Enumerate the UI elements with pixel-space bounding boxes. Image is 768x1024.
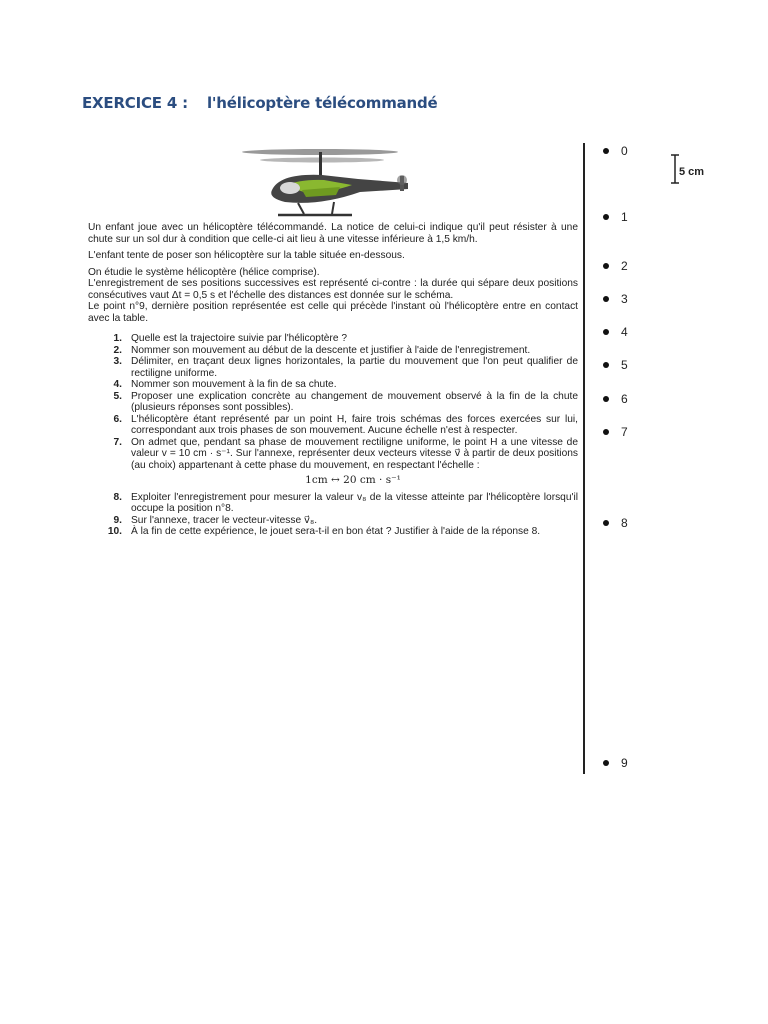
helicopter-icon	[240, 140, 440, 222]
question-item	[88, 492, 578, 515]
question-item	[88, 379, 578, 391]
question-number: 1.	[113, 333, 122, 344]
exercise-number: EXERCICE 4 :	[82, 94, 188, 112]
position-dot	[603, 329, 609, 335]
question-text: Quelle est la trajectoire suivie par l'hélicoptère ?	[131, 333, 347, 344]
position-point	[603, 292, 628, 306]
position-label: 7	[621, 425, 628, 439]
exercise-text	[88, 222, 578, 538]
position-label: 3	[621, 292, 628, 306]
question-number: 9.	[113, 514, 122, 526]
position-dot	[603, 214, 609, 220]
question-number: 3.	[113, 356, 122, 367]
position-dot	[603, 296, 609, 302]
question-number: 7.	[113, 436, 122, 448]
intro-paragraph: Le point n°9, dernière position représentée est celle qui précède l'instant où l'hélicoptère entre en contact avec la table.	[88, 301, 578, 324]
intro-paragraph: Un enfant joue avec un hélicoptère télécommandé. La notice de celui-ci indique qu'il peut résister à une chute sur un sol dur à condition que celle-ci ait lieu à une vitesse inférieure à 1,5 km/h.	[88, 222, 578, 245]
question-list	[88, 333, 578, 538]
question-text: Nommer son mouvement au début de la descente et justifier à l'aide de l'enregistrement.	[131, 344, 531, 356]
question-item	[88, 437, 578, 472]
position-point	[603, 516, 628, 530]
position-dot	[603, 429, 609, 435]
question-text: On admet que, pendant sa phase de mouvement rectiligne uniforme, le point H a une vitesse de valeur v = 10 cm · s⁻¹. Sur l'annexe, représenter deux vecteurs vitesse v⃗ à partir de deux positions (au choix) appartenant à cette phase du mouvement, en respectant l'échelle :	[131, 436, 578, 471]
question-number: 10.	[107, 526, 122, 537]
formula-text: 1cm ↔ 20 cm · s⁻¹	[305, 474, 401, 486]
question-number: 4.	[113, 379, 122, 390]
question-item	[88, 526, 578, 538]
question-item	[88, 333, 578, 345]
position-label: 8	[621, 516, 628, 530]
question-item	[88, 391, 578, 414]
exercise-title	[82, 94, 438, 112]
position-point	[603, 144, 628, 158]
intro-paragraph: L'enfant tente de poser son hélicoptère sur la table située en-dessous.	[88, 250, 405, 261]
position-dot	[603, 396, 609, 402]
scale-formula	[88, 475, 578, 487]
position-label: 0	[621, 144, 628, 158]
question-item	[88, 414, 578, 437]
position-dot	[603, 148, 609, 154]
position-point	[603, 425, 628, 439]
scale-label: 5 cm	[679, 166, 705, 178]
position-label: 6	[621, 392, 628, 406]
position-point	[603, 756, 628, 770]
position-point	[603, 259, 628, 273]
recording-axis	[583, 143, 585, 774]
position-point	[603, 210, 628, 224]
position-label: 9	[621, 756, 628, 770]
position-dot	[603, 520, 609, 526]
position-label: 4	[621, 325, 628, 339]
question-number: 2.	[113, 344, 122, 356]
intro-paragraph: L'enregistrement de ses positions successives est représenté ci-contre : la durée qui sépare deux positions consécutives vaut Δt = 0,5 s et l'échelle des distances est donnée sur le schéma.	[88, 278, 578, 301]
question-number: 8.	[113, 491, 122, 503]
position-label: 5	[621, 358, 628, 372]
question-text: Exploiter l'enregistrement pour mesurer la valeur v₈ de la vitesse atteinte par l'hélicoptère lorsqu'il occupe la position n°8.	[131, 491, 578, 514]
question-number: 5.	[113, 390, 122, 402]
position-dot	[603, 263, 609, 269]
position-label: 2	[621, 259, 628, 273]
question-text: À la fin de cette expérience, le jouet sera-t-il en bon état ? Justifier à l'aide de la réponse 8.	[131, 526, 541, 537]
position-dot	[603, 362, 609, 368]
question-text: Délimiter, en traçant deux lignes horizontales, la partie du mouvement que l'on peut qualifier de rectiligne uniforme.	[131, 356, 578, 379]
question-text: Sur l'annexe, tracer le vecteur-vitesse v⃗₈.	[131, 514, 318, 526]
question-item	[88, 356, 578, 379]
position-dot	[603, 760, 609, 766]
position-point	[603, 325, 628, 339]
question-item	[88, 345, 578, 357]
position-point	[603, 392, 628, 406]
question-text: Nommer son mouvement à la fin de sa chute.	[131, 379, 337, 390]
position-label: 1	[621, 210, 628, 224]
question-text: L'hélicoptère étant représenté par un point H, faire trois schémas des forces exercées sur lui, correspondant aux trois phases de son mouvement. Aucune échelle n'est à respecter.	[131, 413, 578, 436]
exercise-heading: l'hélicoptère télécommandé	[206, 94, 438, 112]
position-point	[603, 358, 628, 372]
question-number: 6.	[113, 413, 122, 425]
question-item	[88, 515, 578, 527]
question-text: Proposer une explication concrète au changement de mouvement observé à la fin de la chute (plusieurs réponses sont possibles).	[131, 390, 578, 413]
intro-paragraph: On étudie le système hélicoptère (hélice comprise).	[88, 266, 320, 278]
